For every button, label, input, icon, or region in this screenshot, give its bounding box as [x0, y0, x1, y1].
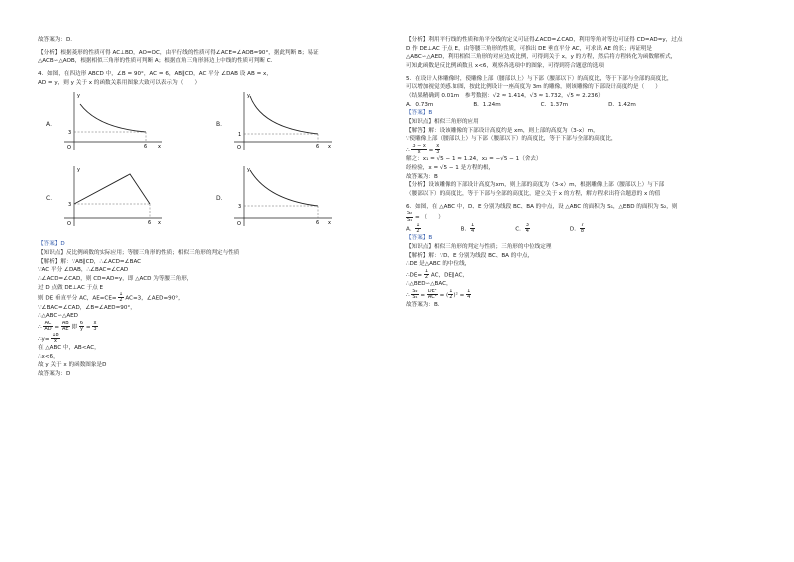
analysis-line-1: 【分析】根据菱形的性质可得 AC⊥BD，AO=OC，由平行线的性质可得∠ACE=∠AOB=90°，据此判断 B；易证 — [38, 49, 319, 56]
solution-4-line-8: ∴ $\frac{AC}{AD}$ = $\frac{AB}{AE}$ 即 $\frac{6}{y}$ = $\frac{x}{3}$ — [38, 321, 97, 333]
analysis-4-line-1: 【分析】利用平行线的性质和角平分线的定义可证得∠ACD=∠CAD，利用等角对等边可证得 CD=AD=y，过点 — [406, 37, 683, 43]
question-6-line-2: $\frac{\text{S₂}}{\text{S₁}}$ = （ ） — [407, 211, 444, 223]
analysis-5-line-2: （腰部以下）的高度比，等于下部与全部的高度比，建立关于 x 的方程，解方程求出符合题意的 x 的值 — [406, 191, 661, 197]
tick-x-6: 6 — [144, 144, 148, 151]
fraction-half: $\frac{1}{2}$ — [119, 292, 123, 304]
solution-5-line-6: 故答案为：B — [406, 173, 438, 180]
origin-label: O — [67, 145, 71, 152]
solution-5-line-5: 经检验，x = √5 − 1 是方程的根， — [406, 165, 495, 172]
axis-x-label: x — [158, 144, 161, 151]
axis-y-label: y — [247, 93, 250, 100]
solution-5-line-4: 解之：x₁ = √5 − 1 ≈ 1.24，x₂ = −√5 − 1（舍去） — [406, 156, 542, 163]
tick-x-6: 6 — [148, 220, 152, 227]
option-b: B．1.24m — [473, 101, 501, 108]
tick-y-3: 3 — [238, 204, 242, 211]
graph-c — [58, 164, 168, 228]
option-d-label: D． — [216, 195, 227, 203]
option-b: B． $\frac{1}{4}$ — [460, 222, 475, 235]
knowledge-point-5: 【知识点】相似三角形的应用 — [406, 118, 479, 125]
solution-4-line-6: ∵∠BAC=∠CAD，∠B=∠AED=90°， — [38, 304, 136, 311]
question-5-line-3: （结果精确到 0.01m 参考数据：√2 ≈ 1.414，√3 ≈ 1.732，√5 ≈ 2.236） — [406, 92, 604, 99]
solution-4-line-5: 则 DE 垂直平分 AC，AE=CE= $\frac{1}{2}$ AC=3，∠AED=90°， — [38, 292, 184, 304]
option-a: A．0.73m — [406, 101, 434, 108]
option-c: C．1.37m — [540, 101, 569, 108]
analysis-5-line-1: 【分析】设该雕像的下部设计高度为xm，则上部的高度为（3-x）m，根据雕像上部（腰部以上）与下部 — [406, 182, 665, 189]
solution-6-line-3: ∴DE= $\frac{1}{2}$ AC，DE∥AC， — [406, 268, 468, 281]
solution-4-line-12: 故 y 关于 x 的函数图象是D — [38, 362, 107, 369]
option-d: D． $\frac{7}{8}$ — [569, 222, 585, 235]
axis-y-label: y — [77, 93, 80, 100]
knowledge-point-6: 【知识点】相似三角形的判定与性质；三角形的中位线定理 — [406, 243, 552, 250]
option-c: C． $\frac{3}{4}$ — [515, 222, 529, 235]
option-a-label: A． — [46, 121, 57, 129]
left-column — [38, 36, 383, 379]
solution-6-line-2: ∴DE 是△ABC 的中位线， — [406, 261, 471, 268]
solution-5-line-2: ∵使雕像上部（腰部以上）与下部（腰部以下）的高度比，等于下部与全部的高度比， — [406, 136, 617, 143]
axis-x-label: x — [158, 220, 161, 227]
axis-x-label: x — [328, 144, 331, 151]
tick-y-3: 3 — [68, 202, 72, 209]
right-column — [406, 36, 751, 309]
origin-label: O — [237, 145, 241, 152]
solution-6-line-4: ∴△BED∽△BAC， — [406, 281, 452, 288]
axis-y-label: y — [247, 167, 250, 174]
question-6-line-1: 6．如图，在 △ABC 中，D、E 分别为线段 BC、BA 的中点，设 △ABC 的面积为 S₁，△EBD 的面积为 S₂，则 — [406, 203, 678, 210]
answer-6: 【答案】B — [406, 235, 433, 242]
answer-4: 【答案】D — [38, 241, 65, 248]
question-6-options — [406, 223, 751, 235]
question-4-line-2: AD = y，则 y 关于 x 的函数关系用图象大致可以表示为（ ） — [38, 79, 201, 86]
analysis-4-line-4: 可知此函数是反比例函数且 x<6，观察各选项中的图象，可得到符合题意的选项 — [406, 62, 604, 69]
solution-4-line-9: ∴y= $\frac{18}{x}$ — [38, 332, 59, 344]
solution-4-line-2: ∵AC 平分 ∠DAB，∴∠BAC=∠CAD — [38, 267, 129, 274]
origin-label: O — [237, 221, 241, 228]
question-5-line-1: 5．在设计人体雕像时，使雕像上部（腰部以上）与下部（腰部以下）的高度比，等于下部与全部的高度比， — [406, 75, 673, 82]
option-a: A． $\frac{1}{2}$ — [406, 222, 420, 235]
analysis-4-line-3: △ABC∽△AED，利用相似三角形的对应边成比例，可得到关于 x，y 的方程，然后将方程转化为函数解析式， — [406, 54, 677, 61]
tick-x-6: 6 — [316, 144, 320, 151]
answer-graphs — [38, 90, 383, 240]
tick-y-3: 3 — [68, 130, 72, 137]
answer-5: 【答案】B — [406, 110, 433, 117]
analysis-4-line-2: D 作 DE⊥AC 于点 E，由等腰三角形的性质，可推出 DE 垂直平分 AC，可求出 AE 的长；再证明是 — [406, 45, 653, 52]
solution-4-line-10: 在 △ABC 中，AB<AC， — [38, 345, 100, 352]
solution-6-line-6: 故答案为：B. — [406, 301, 440, 308]
origin-label: O — [67, 221, 71, 228]
solution-4-line-1: 【解析】解：∵AB∥CD，∴∠ACD=∠BAC — [38, 258, 142, 265]
question-5-options — [406, 101, 751, 110]
tick-x-6: 6 — [316, 220, 320, 227]
analysis-line-2: △ACB∽△AOB，根据相似三角形的性质可判断 A；根据直角三角形斜边上中线的性质可判断 C. — [38, 58, 273, 65]
option-b-label: B． — [216, 121, 227, 129]
solution-4-line-13: 故答案为：D — [38, 371, 71, 377]
option-c-label: C． — [46, 195, 57, 203]
solution-6-line-1: 【解析】解：∵D、E 分别为线段 BC、BA 的中点， — [406, 252, 534, 259]
solution-4-line-3: ∴∠ACD=∠CAD，则 CD=AD=y，即 △ACD 为等腰三角形， — [38, 275, 193, 282]
solution-5-line-3: ∴ $\frac{3 - x}{x}$ = $\frac{x}{3}$ — [406, 143, 440, 156]
solution-6-line-5: ∴ $\frac{\text{S₂}}{\text{S₁}}$ = $\frac{\text{DE²}}{\text{AC²}}$ = ( $\frac{1}{2}$ )² = $\frac{1}{4}$ — [406, 289, 471, 301]
solution-4-line-11: ∴x<6， — [38, 353, 59, 360]
axis-y-label: y — [77, 167, 80, 174]
question-5-line-2: 可以增加视觉美感.如图，按此比例设计一座高度为 3m 的雕像，则该雕像的下部设计高度约是（ ） — [406, 84, 661, 91]
option-d: D．1.42m — [608, 101, 636, 108]
solution-4-line-7: ∴△ABC∽△AED — [38, 313, 78, 320]
knowledge-point-4: 【知识点】反比例函数的实际应用；等腰三角形的性质；相似三角形的判定与性质 — [38, 249, 240, 256]
graph-a — [58, 90, 168, 152]
axis-x-label: x — [328, 220, 331, 227]
graph-d — [228, 164, 338, 228]
tick-y-1: 1 — [238, 132, 242, 139]
answer-line: 故答案为：D. — [38, 37, 73, 43]
question-4-line-1: 4．如图，在四边形 ABCD 中，∠B = 90°，AC = 6，AB∥CD，AC 平分 ∠DAB 设 AB = x， — [38, 70, 272, 77]
solution-4-line-4: 过 D 点做 DE⊥AC 于点 E — [38, 284, 104, 291]
graph-b — [228, 90, 338, 152]
solution-5-line-1: 【解答】解：设该雕像的下部设计高度约是 xm，则上部的高度为（3-x）m， — [406, 127, 599, 134]
